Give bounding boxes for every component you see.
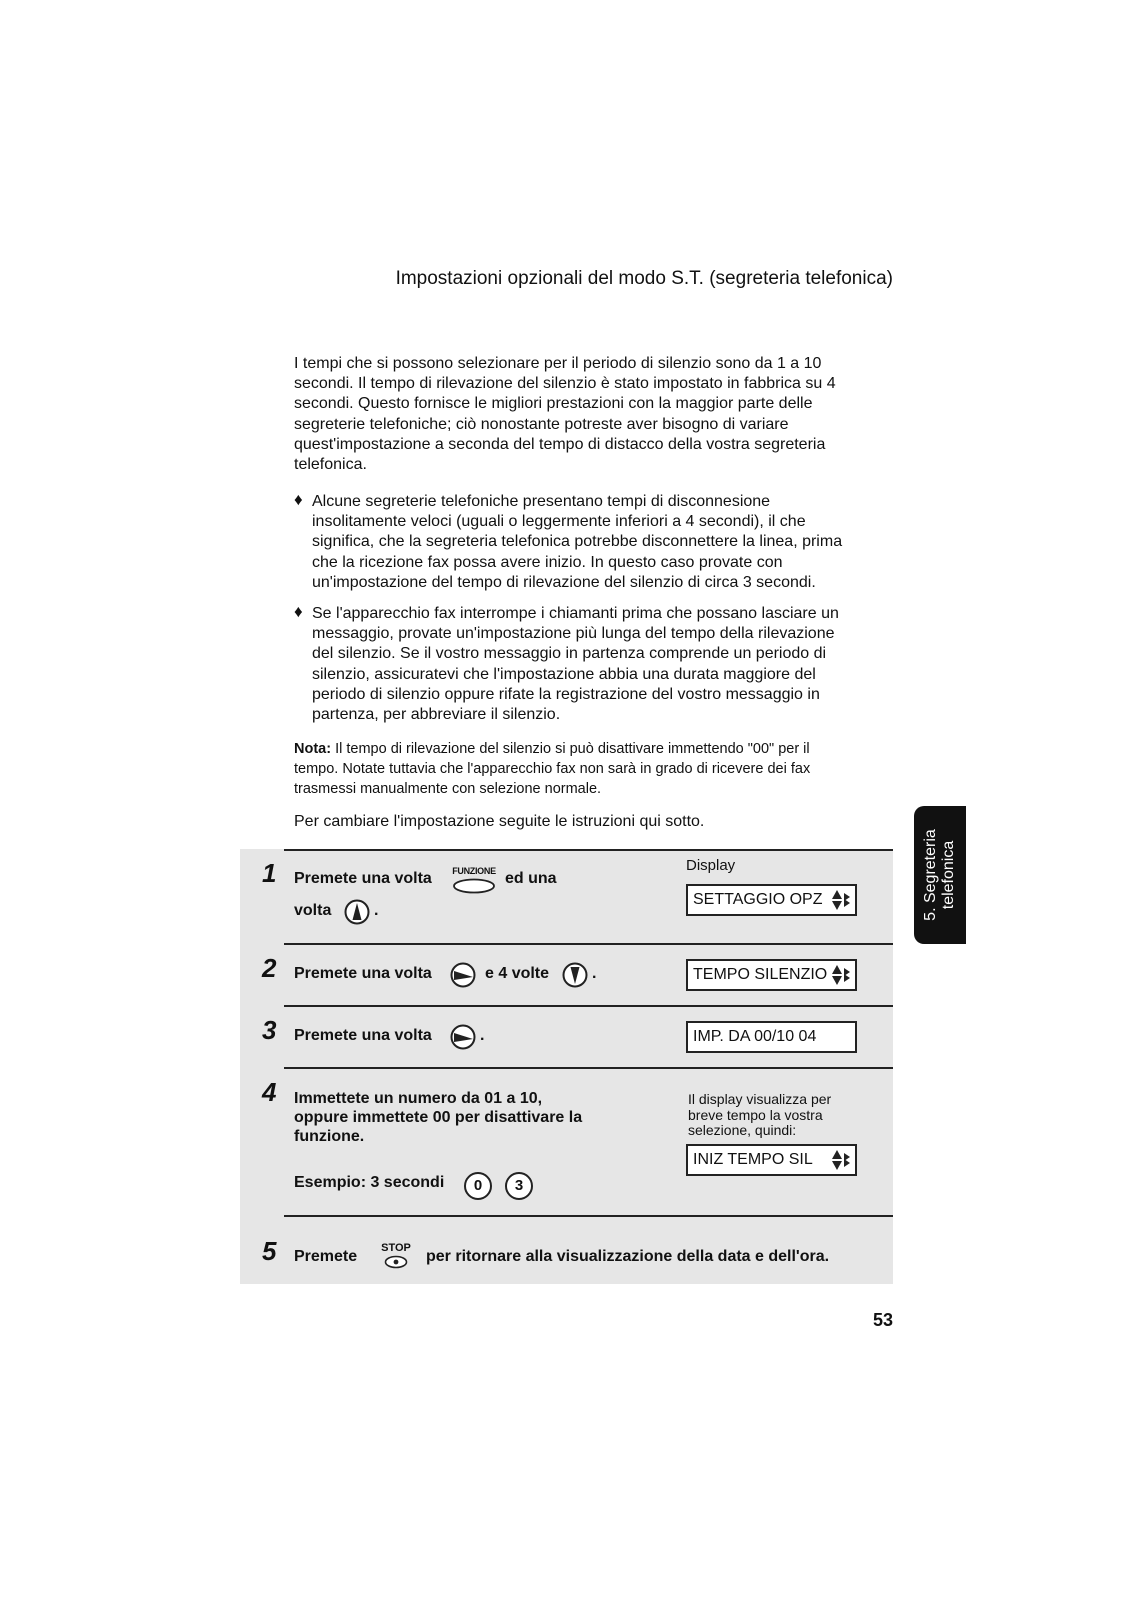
step-text: e 4 volte xyxy=(485,965,550,982)
bullet-line: significa, che la segreteria telefonica potrebbe disconnettere la linea, prima xyxy=(312,533,843,551)
intro-line: secondi. Il tempo di rilevazione del silenzio è stato impostato in fabbrica su 4 xyxy=(294,375,836,393)
step-text: Premete una volta xyxy=(294,870,432,887)
step-text: Premete una volta xyxy=(294,1027,432,1044)
lcd-display xyxy=(686,884,857,916)
side-tab-line: telefonica xyxy=(940,840,957,910)
bullet-item xyxy=(294,492,894,593)
step-number: 5 xyxy=(262,1236,277,1266)
step-text: volta xyxy=(294,902,332,919)
display-note-line: Il display visualizza per xyxy=(688,1091,832,1107)
step-text: per ritornare alla visualizzazione della data e dell'ora. xyxy=(426,1248,830,1265)
step-number: 2 xyxy=(262,953,277,983)
note-label: Nota: xyxy=(294,741,332,757)
lcd-display xyxy=(686,1144,857,1176)
bullet-line: del silenzio. Se il vostro messaggio in partenza comprende un periodo di xyxy=(312,645,827,663)
digit-0-key-icon: 0 xyxy=(464,1172,492,1200)
stop-key-icon xyxy=(380,1242,412,1272)
bullet-line: Alcune segreterie telefoniche presentano tempi di disconnesione xyxy=(312,493,771,510)
lcd-text: IMP. DA 00/10 04 xyxy=(693,1028,817,1045)
lcd-display xyxy=(686,959,857,991)
step-text: Premete una volta xyxy=(294,965,432,982)
display-label: Display xyxy=(686,857,736,874)
down-arrow-key-icon xyxy=(562,961,588,994)
step-divider xyxy=(284,1067,893,1069)
step-text: oppure immettete 00 per disattivare la xyxy=(294,1109,583,1126)
note-line: tempo. Notate tuttavia che l'apparecchio fax non sarà in grado di ricevere dei fax xyxy=(294,761,811,778)
stop-key-label: STOP xyxy=(381,1242,411,1254)
step-text: Immettete un numero da 01 a 10, xyxy=(294,1090,543,1107)
scroll-arrows-icon xyxy=(831,1149,851,1171)
step-text: funzione. xyxy=(294,1128,365,1145)
chapter-side-tab xyxy=(914,806,966,944)
bullet-line: insolitamente veloci (uguali o leggermente inferiori a 4 secondi), il che xyxy=(312,513,806,531)
scroll-arrows-icon xyxy=(831,964,851,986)
intro-line: I tempi che si possono selezionare per il periodo di silenzio sono da 1 a 10 xyxy=(294,355,822,372)
step-divider xyxy=(284,1005,893,1007)
bullet-line: silenzio, assicuratevi che l'impostazione abbia una durata maggiore del xyxy=(312,665,816,683)
display-note-line: breve tempo la vostra xyxy=(688,1106,823,1123)
bullet-line: che la ricezione fax possa avere inizio. In questo caso provate con xyxy=(312,553,783,571)
intro-paragraph xyxy=(294,354,894,475)
right-arrow-key-icon xyxy=(450,1023,476,1056)
step-text: . xyxy=(374,902,379,919)
intro-line: secondi. Questo fornisce le migliori prestazioni con la maggior parte delle xyxy=(294,395,813,413)
digit-3-key-icon: 3 xyxy=(505,1172,533,1200)
bullet-item xyxy=(294,604,894,725)
step-number: 3 xyxy=(262,1015,277,1045)
page-number: 53 xyxy=(872,1310,893,1330)
intro-line: quest'impostazione a seconda del tempo di distacco della vostra segreteria xyxy=(294,435,826,453)
step-text: . xyxy=(480,1027,485,1044)
page-header-title: Impostazioni opzionali del modo S.T. (segreteria telefonica) xyxy=(395,268,893,289)
step-number: 1 xyxy=(262,858,277,888)
up-arrow-key-icon xyxy=(344,898,370,931)
diamond-bullet-icon: ♦ xyxy=(294,490,303,509)
lcd-text: INIZ TEMPO SIL xyxy=(693,1151,813,1168)
instruction-text: Per cambiare l'impostazione seguite le istruzioni qui sotto. xyxy=(294,813,705,830)
bullet-line: un'impostazione del tempo di rilevazione del silenzio di circa 3 secondi. xyxy=(312,573,816,591)
lcd-display xyxy=(686,1021,857,1053)
bullet-line: partenza, per abbreviare il silenzio. xyxy=(312,706,561,724)
right-arrow-key-icon xyxy=(450,961,476,994)
example-text: Esempio: 3 secondi xyxy=(294,1174,445,1191)
step-divider xyxy=(284,1215,893,1217)
step-text: . xyxy=(592,965,597,982)
display-note xyxy=(688,1092,868,1139)
display-note-line: selezione, quindi: xyxy=(688,1122,797,1138)
note-line: Il tempo di rilevazione del silenzio si può disattivare immettendo "00" per il xyxy=(331,741,810,757)
lcd-text: SETTAGGIO OPZ xyxy=(693,891,823,908)
note-line: trasmessi manualmente con selezione normale. xyxy=(294,781,602,798)
intro-line: segreterie telefoniche; ciò nonostante potreste aver bisogno di variare xyxy=(294,415,789,433)
funzione-key-label: FUNZIONE xyxy=(452,866,496,876)
step-text: ed una xyxy=(505,870,557,887)
step-text-block xyxy=(294,1089,582,1146)
diamond-bullet-icon: ♦ xyxy=(294,602,303,621)
bullet-line: Se l'apparecchio fax interrompe i chiamanti prima che possano lasciare un xyxy=(312,605,839,622)
funzione-key-icon xyxy=(449,866,499,896)
note-paragraph xyxy=(294,739,894,800)
side-tab-line: 5. Segreteria xyxy=(922,829,939,921)
bullet-line: messaggio, provate un'impostazione più lunga del tempo della rilevazione xyxy=(312,625,835,643)
step-text: Premete xyxy=(294,1248,358,1265)
bullet-line: periodo di silenzio oppure rifate la registrazione del vostro messaggio in xyxy=(312,685,820,703)
lcd-text: TEMPO SILENZIO xyxy=(693,966,828,983)
step-number: 4 xyxy=(262,1077,277,1107)
intro-line: telefonica. xyxy=(294,456,367,474)
step-divider xyxy=(284,849,893,851)
scroll-arrows-icon xyxy=(831,889,851,911)
step-divider xyxy=(284,943,893,945)
